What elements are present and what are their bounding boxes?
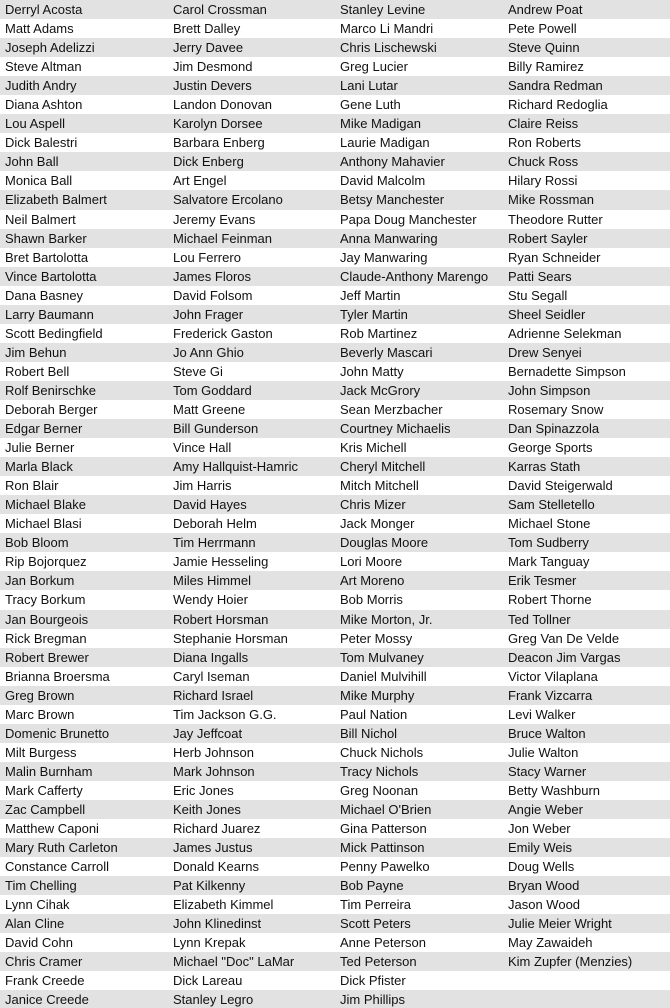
name-cell: Chuck Nichols: [340, 744, 424, 760]
name-cell: Jan Borkum: [5, 573, 75, 589]
name-cell: Robert Sayler: [508, 230, 588, 246]
name-cell: Laurie Madigan: [340, 135, 430, 151]
name-cell: Jack McGrory: [340, 382, 421, 398]
name-cell: Tim Perreira: [340, 897, 412, 913]
name-cell: Sheel Seidler: [508, 306, 586, 322]
name-cell: Neil Balmert: [5, 211, 76, 227]
name-cell: Greg Brown: [5, 687, 75, 703]
name-cell: Chris Cramer: [5, 954, 83, 970]
name-cell: Bryan Wood: [508, 878, 580, 894]
name-cell: Rolf Benirschke: [5, 382, 97, 398]
name-cell: Bret Bartolotta: [5, 249, 89, 265]
name-cell: Pete Powell: [508, 21, 577, 37]
name-cell: Dick Lareau: [173, 973, 243, 989]
name-cell: Jamie Hesseling: [173, 554, 269, 570]
name-cell: Diana Ashton: [5, 97, 83, 113]
name-cell: Stephanie Horsman: [173, 630, 288, 646]
name-cell: Bill Gunderson: [173, 421, 259, 437]
table-row: [0, 476, 670, 495]
table-row: [0, 610, 670, 629]
name-cell: Claude-Anthony Marengo: [340, 268, 489, 284]
table-row: [0, 724, 670, 743]
name-cell: Miles Himmel: [173, 573, 251, 589]
name-cell: Herb Johnson: [173, 744, 254, 760]
name-cell: Wendy Hoier: [173, 592, 248, 608]
name-cell: Bruce Walton: [508, 725, 586, 741]
name-cell: Derryl Acosta: [5, 2, 83, 17]
name-cell: Brianna Broersma: [5, 668, 110, 684]
name-cell: Jim Harris: [173, 478, 232, 494]
name-cell: Shawn Barker: [5, 230, 87, 246]
name-cell: Gina Patterson: [340, 821, 427, 837]
name-cell: Milt Burgess: [5, 744, 77, 760]
name-cell: Lani Lutar: [340, 78, 398, 94]
name-cell: Beverly Mascari: [340, 344, 433, 360]
name-cell: Tim Herrmann: [173, 535, 256, 551]
table-row: [0, 857, 670, 876]
name-cell: David Steigerwald: [508, 478, 613, 494]
name-cell: Tom Sudberry: [508, 535, 589, 551]
name-cell: Rob Martinez: [340, 325, 418, 341]
name-cell: Frederick Gaston: [173, 325, 273, 341]
name-cell: Michael O'Brien: [340, 801, 432, 817]
name-cell: Jim Desmond: [173, 59, 253, 75]
name-cell: Drew Senyei: [508, 344, 582, 360]
name-cell: Alan Cline: [5, 916, 65, 932]
name-cell: Levi Walker: [508, 706, 576, 722]
name-cell: Rip Bojorquez: [5, 554, 87, 570]
table-row: [0, 552, 670, 571]
name-cell: Mary Ruth Carleton: [5, 840, 118, 856]
name-cell: Stanley Legro: [173, 992, 254, 1008]
name-cell: Sam Stelletello: [508, 497, 595, 513]
table-row: [0, 248, 670, 267]
name-cell: Jo Ann Ghio: [173, 344, 244, 360]
name-cell: Ron Blair: [5, 478, 59, 494]
table-row: [0, 133, 670, 152]
name-cell: Tracy Borkum: [5, 592, 86, 608]
name-cell: Ted Tollner: [508, 611, 571, 627]
name-cell: Bob Morris: [340, 592, 403, 608]
name-cell: Dick Pfister: [340, 973, 406, 989]
name-cell: George Sports: [508, 440, 593, 456]
name-cell: Claire Reiss: [508, 116, 579, 132]
name-cell: Jim Phillips: [340, 992, 406, 1008]
name-cell: Chris Mizer: [340, 497, 406, 513]
table-row: [0, 381, 670, 400]
name-cell: John Matty: [340, 363, 404, 379]
name-cell: Julie Meier Wright: [508, 916, 612, 932]
name-cell: Steve Altman: [5, 59, 82, 75]
table-row: [0, 762, 670, 781]
name-cell: Michael Blasi: [5, 516, 82, 532]
table-row: [0, 629, 670, 648]
name-cell: [503, 990, 670, 1008]
name-cell: Michael Stone: [508, 516, 591, 532]
name-cell: John Klinedinst: [173, 916, 262, 932]
name-cell: Victor Vilaplana: [508, 668, 598, 684]
name-cell: Jeff Martin: [340, 287, 401, 303]
name-cell: James Floros: [173, 268, 252, 284]
name-cell: Kris Michell: [340, 440, 407, 456]
name-cell: Gene Luth: [340, 97, 401, 113]
name-cell: Karras Stath: [508, 459, 581, 475]
table-row: [0, 152, 670, 171]
table-row: [0, 210, 670, 229]
table-row: [0, 267, 670, 286]
name-cell: Lori Moore: [340, 554, 403, 570]
name-cell: [503, 971, 670, 990]
name-cell: Mark Johnson: [173, 763, 255, 779]
name-cell: Mike Madigan: [340, 116, 421, 132]
name-cell: Monica Ball: [5, 173, 73, 189]
name-cell: Deborah Berger: [5, 401, 98, 417]
name-cell: Jay Manwaring: [340, 249, 428, 265]
table-row: [0, 895, 670, 914]
table-row: [0, 495, 670, 514]
name-cell: Ted Peterson: [340, 954, 417, 970]
table-row: [0, 819, 670, 838]
table-row: [0, 57, 670, 76]
name-cell: Art Engel: [173, 173, 227, 189]
name-cell: Donald Kearns: [173, 859, 259, 875]
name-cell: Michael Blake: [5, 497, 86, 513]
name-cell: Salvatore Ercolano: [173, 192, 283, 208]
name-cell: Frank Vizcarra: [508, 687, 593, 703]
name-cell: Courtney Michaelis: [340, 421, 451, 437]
name-cell: Elizabeth Balmert: [5, 192, 107, 208]
name-cell: John Ball: [5, 154, 59, 170]
table-row: [0, 305, 670, 324]
table-row: [0, 952, 670, 971]
name-cell: Richard Redoglia: [508, 97, 608, 113]
name-cell: David Hayes: [173, 497, 247, 513]
table-row: [0, 571, 670, 590]
name-cell: Jan Bourgeois: [5, 611, 89, 627]
name-cell: Larry Baumann: [5, 306, 94, 322]
name-cell: Rick Bregman: [5, 630, 87, 646]
name-cell: Amy Hallquist-Hamric: [173, 459, 298, 475]
name-cell: Michael "Doc" LaMar: [173, 954, 295, 970]
table-row: [0, 781, 670, 800]
name-cell: Steve Quinn: [508, 40, 580, 56]
name-cell: David Folsom: [173, 287, 253, 303]
table-row: [0, 514, 670, 533]
name-cell: Art Moreno: [340, 573, 405, 589]
name-cell: Lou Aspell: [5, 116, 65, 132]
name-cell: Scott Peters: [340, 916, 411, 932]
table-row: [0, 362, 670, 381]
name-cell: Jim Behun: [5, 344, 67, 360]
name-cell: Malin Burnham: [5, 763, 93, 779]
table-row: [0, 190, 670, 209]
name-cell: Mike Murphy: [340, 687, 415, 703]
table-row: [0, 971, 670, 990]
name-cell: Tom Goddard: [173, 382, 252, 398]
name-cell: Robert Bell: [5, 363, 70, 379]
name-cell: Robert Brewer: [5, 649, 89, 665]
name-cell: Theodore Rutter: [508, 211, 603, 227]
name-cell: Ron Roberts: [508, 135, 581, 151]
name-cell: Andrew Poat: [508, 2, 583, 17]
table-row: [0, 648, 670, 667]
name-cell: Constance Carroll: [5, 859, 110, 875]
name-cell: Caryl Iseman: [173, 668, 250, 684]
table-row: [0, 438, 670, 457]
table-row: [0, 838, 670, 857]
name-cell: Edgar Berner: [5, 421, 83, 437]
name-cell: Janice Creede: [5, 992, 89, 1008]
table-row: [0, 667, 670, 686]
name-cell: John Simpson: [508, 382, 591, 398]
name-cell: Betsy Manchester: [340, 192, 445, 208]
name-cell: Carol Crossman: [173, 2, 267, 17]
name-cell: Anthony Mahavier: [340, 154, 445, 170]
table-row: [0, 800, 670, 819]
name-cell: Mick Pattinson: [340, 840, 425, 856]
table-row: [0, 686, 670, 705]
table-row: [0, 533, 670, 552]
name-cell: Dick Balestri: [5, 135, 78, 151]
name-cell: Anna Manwaring: [340, 230, 438, 246]
table-row: [0, 457, 670, 476]
table-row: [0, 419, 670, 438]
name-cell: Barbara Enberg: [173, 135, 265, 151]
name-cell: James Justus: [173, 840, 253, 856]
name-cell: Stu Segall: [508, 287, 568, 303]
name-cell: Chuck Ross: [508, 154, 579, 170]
name-cell: Richard Israel: [173, 687, 254, 703]
name-cell: Scott Bedingfield: [5, 325, 103, 341]
name-cell: David Malcolm: [340, 173, 426, 189]
table-row: [0, 286, 670, 305]
name-cell: Mark Tanguay: [508, 554, 590, 570]
name-cell: Stacy Warner: [508, 763, 587, 779]
name-cell: Dick Enberg: [173, 154, 244, 170]
name-cell: Papa Doug Manchester: [340, 211, 477, 227]
table-row: [0, 38, 670, 57]
name-cell: Pat Kilkenny: [173, 878, 246, 894]
name-cell: Vince Hall: [173, 440, 232, 456]
name-cell: Jon Weber: [508, 821, 571, 837]
table-row: [0, 400, 670, 419]
name-cell: Paul Nation: [340, 706, 408, 722]
name-cell: Greg Noonan: [340, 782, 419, 798]
table-row: [0, 19, 670, 38]
name-cell: Judith Andry: [5, 78, 77, 94]
name-cell: Deacon Jim Vargas: [508, 649, 621, 665]
name-cell: Bob Bloom: [5, 535, 69, 551]
name-cell: Domenic Brunetto: [5, 725, 110, 741]
name-cell: Lou Ferrero: [173, 249, 241, 265]
name-cell: Jason Wood: [508, 897, 581, 913]
name-cell: Sean Merzbacher: [340, 401, 443, 417]
name-cell: Lynn Krepak: [173, 935, 246, 951]
name-cell: Mark Cafferty: [5, 782, 83, 798]
name-cell: Betty Washburn: [508, 782, 601, 798]
name-cell: Rosemary Snow: [508, 401, 604, 417]
name-cell: Michael Feinman: [173, 230, 272, 246]
name-cell: Daniel Mulvihill: [340, 668, 427, 684]
table-row: [0, 229, 670, 248]
name-cell: Hilary Rossi: [508, 173, 578, 189]
table-row: [0, 76, 670, 95]
name-cell: Karolyn Dorsee: [173, 116, 263, 132]
table-row: [0, 0, 670, 19]
table-row: [0, 914, 670, 933]
name-cell: Robert Thorne: [508, 592, 592, 608]
name-cell: Landon Donovan: [173, 97, 273, 113]
name-cell: Mitch Mitchell: [340, 478, 419, 494]
name-cell: Dana Basney: [5, 287, 84, 303]
name-cell: Sandra Redman: [508, 78, 603, 94]
name-cell: Tim Jackson G.G.: [173, 706, 277, 722]
name-cell: Patti Sears: [508, 268, 572, 284]
table-row: [0, 343, 670, 362]
name-cell: Doug Wells: [508, 859, 575, 875]
name-cell: Matt Adams: [5, 21, 74, 37]
name-cell: Bill Nichol: [340, 725, 398, 741]
name-cell: Peter Mossy: [340, 630, 413, 646]
name-cell: Kim Zupfer (Menzies): [508, 954, 633, 970]
name-cell: Elizabeth Kimmel: [173, 897, 274, 913]
name-cell: Mike Morton, Jr.: [340, 611, 433, 627]
name-cell: Joseph Adelizzi: [5, 40, 95, 56]
name-cell: Matt Greene: [173, 401, 246, 417]
name-cell: Stanley Levine: [340, 2, 426, 17]
name-cell: Greg Lucier: [340, 59, 408, 75]
table-row: [0, 114, 670, 133]
name-cell: Julie Walton: [508, 744, 579, 760]
name-cell: Steve Gi: [173, 363, 223, 379]
table-row: [0, 590, 670, 609]
table-row: [0, 95, 670, 114]
name-cell: Bob Payne: [340, 878, 404, 894]
name-cell: Tom Mulvaney: [340, 649, 424, 665]
name-cell: Angie Weber: [508, 801, 583, 817]
name-cell: Erik Tesmer: [508, 573, 577, 589]
name-cell: Jack Monger: [340, 516, 415, 532]
name-cell: Diana Ingalls: [173, 649, 249, 665]
name-cell: Jeremy Evans: [173, 211, 256, 227]
name-cell: Frank Creede: [5, 973, 85, 989]
name-cell: Adrienne Selekman: [508, 325, 622, 341]
name-cell: Douglas Moore: [340, 535, 429, 551]
name-cell: May Zawaideh: [508, 935, 593, 951]
table-row: [0, 705, 670, 724]
name-cell: Richard Juarez: [173, 821, 261, 837]
name-cell: Mike Rossman: [508, 192, 594, 208]
name-cell: Ryan Schneider: [508, 249, 601, 265]
name-cell: Cheryl Mitchell: [340, 459, 426, 475]
name-cell: Penny Pawelko: [340, 859, 430, 875]
name-cell: John Frager: [173, 306, 244, 322]
table-row: [0, 324, 670, 343]
name-cell: Lynn Cihak: [5, 897, 70, 913]
name-cell: Marla Black: [5, 459, 73, 475]
table-row: [0, 171, 670, 190]
name-cell: Zac Campbell: [5, 801, 86, 817]
name-cell: Marc Brown: [5, 706, 75, 722]
name-cell: Anne Peterson: [340, 935, 427, 951]
name-cell: Deborah Helm: [173, 516, 257, 532]
name-cell: Julie Berner: [5, 440, 75, 456]
name-cell: Brett Dalley: [173, 21, 241, 37]
name-cell: Jerry Davee: [173, 40, 244, 56]
table-row: [0, 933, 670, 952]
name-cell: Billy Ramirez: [508, 59, 584, 75]
name-cell: Matthew Caponi: [5, 821, 99, 837]
name-cell: Eric Jones: [173, 782, 234, 798]
name-cell: Chris Lischewski: [340, 40, 437, 56]
name-cell: Tim Chelling: [5, 878, 77, 894]
table-row: [0, 876, 670, 895]
name-cell: Greg Van De Velde: [508, 630, 620, 646]
name-cell: Tyler Martin: [340, 306, 408, 322]
name-cell: Marco Li Mandri: [340, 21, 434, 37]
name-cell: Vince Bartolotta: [5, 268, 97, 284]
name-cell: Dan Spinazzola: [508, 421, 600, 437]
table-row: [0, 990, 670, 1008]
name-cell: David Cohn: [5, 935, 73, 951]
name-cell: Keith Jones: [173, 801, 241, 817]
name-cell: Robert Horsman: [173, 611, 269, 627]
name-cell: Emily Weis: [508, 840, 573, 856]
name-cell: Jay Jeffcoat: [173, 725, 243, 741]
table-row: [0, 743, 670, 762]
name-cell: Tracy Nichols: [340, 763, 419, 779]
name-cell: Bernadette Simpson: [508, 363, 626, 379]
name-cell: Justin Devers: [173, 78, 252, 94]
